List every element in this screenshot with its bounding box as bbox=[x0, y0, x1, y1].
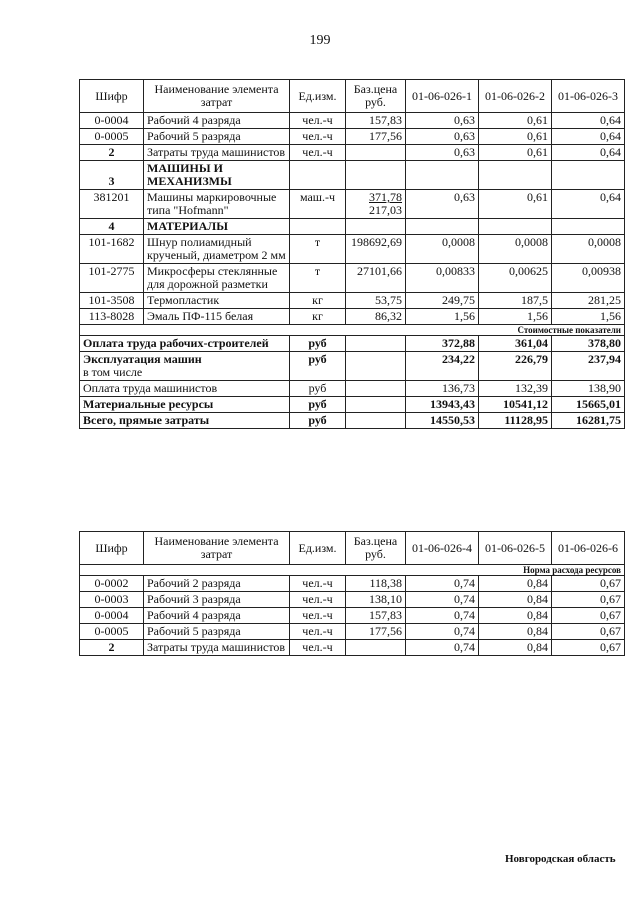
empty-cell bbox=[346, 161, 406, 190]
price-secondary: 217,03 bbox=[369, 203, 402, 217]
summary-row bbox=[80, 352, 625, 381]
code-cell: 0-0005 bbox=[80, 624, 144, 640]
value-cell: 0,84 bbox=[479, 608, 552, 624]
value-cell: 0,84 bbox=[479, 624, 552, 640]
empty-cell bbox=[552, 219, 625, 235]
price-cell: 118,38 bbox=[346, 576, 406, 592]
column-header: Наименование элемента затрат bbox=[144, 80, 290, 113]
summary-unit: руб bbox=[290, 381, 346, 397]
column-header: Шифр bbox=[80, 532, 144, 565]
summary-unit: руб bbox=[290, 336, 346, 352]
table-row bbox=[80, 624, 625, 640]
summary-value: 13943,43 bbox=[406, 397, 479, 413]
empty-cell bbox=[346, 413, 406, 429]
code-cell: 2 bbox=[80, 640, 144, 656]
table-row bbox=[80, 113, 625, 129]
caption-row bbox=[80, 325, 625, 336]
empty-cell bbox=[290, 219, 346, 235]
unit-cell: чел.-ч bbox=[290, 640, 346, 656]
unit-cell: чел.-ч bbox=[290, 129, 346, 145]
summary-value: 237,94 bbox=[552, 352, 625, 381]
value-cell: 0,63 bbox=[406, 129, 479, 145]
value-cell: 0,74 bbox=[406, 576, 479, 592]
table-row bbox=[80, 576, 625, 592]
resource-table-2 bbox=[79, 531, 625, 656]
table-row bbox=[80, 592, 625, 608]
name-cell: Рабочий 4 разряда bbox=[144, 113, 290, 129]
name-cell: Рабочий 5 разряда bbox=[144, 129, 290, 145]
summary-unit: руб bbox=[290, 352, 346, 381]
column-header: 01-06-026-2 bbox=[479, 80, 552, 113]
empty-cell bbox=[346, 397, 406, 413]
price-cell: 27101,66 bbox=[346, 264, 406, 293]
summary-value: 138,90 bbox=[552, 381, 625, 397]
code-cell: 0-0004 bbox=[80, 113, 144, 129]
code-cell: 113-8028 bbox=[80, 309, 144, 325]
table-row bbox=[80, 190, 625, 219]
price-cell bbox=[346, 145, 406, 161]
column-header: 01-06-026-1 bbox=[406, 80, 479, 113]
code-cell: 0-0002 bbox=[80, 576, 144, 592]
summary-value: 16281,75 bbox=[552, 413, 625, 429]
unit-cell: чел.-ч bbox=[290, 624, 346, 640]
column-header: Баз.цена руб. bbox=[346, 532, 406, 565]
column-header: 01-06-026-4 bbox=[406, 532, 479, 565]
unit-cell: маш.-ч bbox=[290, 190, 346, 219]
unit-cell: чел.-ч bbox=[290, 113, 346, 129]
empty-cell bbox=[406, 161, 479, 190]
summary-unit: руб bbox=[290, 413, 346, 429]
code-cell: 2 bbox=[80, 145, 144, 161]
value-cell: 0,64 bbox=[552, 190, 625, 219]
code-cell: 0-0004 bbox=[80, 608, 144, 624]
summary-row bbox=[80, 381, 625, 397]
value-cell: 0,00938 bbox=[552, 264, 625, 293]
value-cell: 0,84 bbox=[479, 576, 552, 592]
code-cell: 0-0003 bbox=[80, 592, 144, 608]
value-cell: 0,84 bbox=[479, 592, 552, 608]
summary-value: 15665,01 bbox=[552, 397, 625, 413]
column-header: Ед.изм. bbox=[290, 532, 346, 565]
empty-cell bbox=[346, 381, 406, 397]
section-row bbox=[80, 219, 625, 235]
unit-cell: чел.-ч bbox=[290, 608, 346, 624]
table-header-row bbox=[80, 532, 625, 565]
column-header: Баз.цена руб. bbox=[346, 80, 406, 113]
summary-value: 14550,53 bbox=[406, 413, 479, 429]
price-cell: 86,32 bbox=[346, 309, 406, 325]
empty-cell bbox=[346, 352, 406, 381]
page-number: 199 bbox=[309, 33, 331, 48]
name-cell: Микросферы стеклянные для дорожной разметки bbox=[144, 264, 290, 293]
summary-row bbox=[80, 336, 625, 352]
code-cell: 381201 bbox=[80, 190, 144, 219]
empty-cell bbox=[552, 161, 625, 190]
value-cell: 0,84 bbox=[479, 640, 552, 656]
summary-value: 136,73 bbox=[406, 381, 479, 397]
value-cell: 1,56 bbox=[479, 309, 552, 325]
value-cell: 0,63 bbox=[406, 190, 479, 219]
summary-unit: руб bbox=[290, 397, 346, 413]
summary-value: 132,39 bbox=[479, 381, 552, 397]
empty-cell bbox=[406, 219, 479, 235]
column-header: Ед.изм. bbox=[290, 80, 346, 113]
summary-value: 226,79 bbox=[479, 352, 552, 381]
column-header: 01-06-026-6 bbox=[552, 532, 625, 565]
code-cell: 101-3508 bbox=[80, 293, 144, 309]
table-row bbox=[80, 640, 625, 656]
value-cell: 0,00625 bbox=[479, 264, 552, 293]
value-cell: 0,0008 bbox=[552, 235, 625, 264]
value-cell: 0,63 bbox=[406, 145, 479, 161]
name-cell: Рабочий 2 разряда bbox=[144, 576, 290, 592]
value-cell: 1,56 bbox=[552, 309, 625, 325]
code-cell: 101-2775 bbox=[80, 264, 144, 293]
table-row bbox=[80, 309, 625, 325]
table-row bbox=[80, 608, 625, 624]
footer-region: Новгородская область bbox=[505, 853, 616, 865]
unit-cell: кг bbox=[290, 293, 346, 309]
summary-row bbox=[80, 397, 625, 413]
column-header: 01-06-026-3 bbox=[552, 80, 625, 113]
unit-cell: чел.-ч bbox=[290, 592, 346, 608]
name-cell: Шнур полиамидный крученый, диаметром 2 мм bbox=[144, 235, 290, 264]
value-cell: 0,64 bbox=[552, 145, 625, 161]
column-header: Шифр bbox=[80, 80, 144, 113]
name-cell: Затраты труда машинистов bbox=[144, 145, 290, 161]
summary-value: 10541,12 bbox=[479, 397, 552, 413]
empty-cell bbox=[290, 161, 346, 190]
value-cell: 0,63 bbox=[406, 113, 479, 129]
value-cell: 249,75 bbox=[406, 293, 479, 309]
price-primary: 371,78 bbox=[369, 190, 402, 204]
table-row bbox=[80, 264, 625, 293]
name-cell: Рабочий 5 разряда bbox=[144, 624, 290, 640]
norm-caption: Норма расхода ресурсов bbox=[80, 565, 625, 576]
unit-cell: т bbox=[290, 235, 346, 264]
summary-value: 361,04 bbox=[479, 336, 552, 352]
resource-table-1 bbox=[79, 79, 625, 429]
unit-cell: чел.-ч bbox=[290, 576, 346, 592]
table-row bbox=[80, 293, 625, 309]
price-cell: 53,75 bbox=[346, 293, 406, 309]
value-cell: 0,67 bbox=[552, 576, 625, 592]
value-cell: 0,67 bbox=[552, 640, 625, 656]
value-cell: 0,74 bbox=[406, 640, 479, 656]
code-cell: 0-0005 bbox=[80, 129, 144, 145]
value-cell: 0,67 bbox=[552, 624, 625, 640]
value-cell: 281,25 bbox=[552, 293, 625, 309]
name-cell: Рабочий 4 разряда bbox=[144, 608, 290, 624]
value-cell: 0,74 bbox=[406, 608, 479, 624]
unit-cell: чел.-ч bbox=[290, 145, 346, 161]
name-cell: Термопластик bbox=[144, 293, 290, 309]
summary-label-cell bbox=[80, 352, 290, 381]
value-cell: 0,61 bbox=[479, 129, 552, 145]
price-cell bbox=[346, 190, 406, 219]
summary-value: 234,22 bbox=[406, 352, 479, 381]
table-row bbox=[80, 145, 625, 161]
value-cell: 0,61 bbox=[479, 113, 552, 129]
column-header: Наименование элемента затрат bbox=[144, 532, 290, 565]
caption-row bbox=[80, 565, 625, 576]
summary-label: Эксплуатация машин bbox=[83, 352, 202, 366]
section-row bbox=[80, 161, 625, 190]
value-cell: 1,56 bbox=[406, 309, 479, 325]
value-cell: 0,67 bbox=[552, 608, 625, 624]
price-cell: 177,56 bbox=[346, 624, 406, 640]
unit-cell: т bbox=[290, 264, 346, 293]
value-cell: 0,0008 bbox=[479, 235, 552, 264]
summary-label: Всего, прямые затраты bbox=[80, 413, 290, 429]
column-header: 01-06-026-5 bbox=[479, 532, 552, 565]
name-cell: Эмаль ПФ-115 белая bbox=[144, 309, 290, 325]
empty-cell bbox=[346, 336, 406, 352]
name-cell: Рабочий 3 разряда bbox=[144, 592, 290, 608]
summary-row bbox=[80, 413, 625, 429]
section-title: МАШИНЫ И МЕХАНИЗМЫ bbox=[144, 161, 290, 190]
value-cell: 0,61 bbox=[479, 190, 552, 219]
value-cell: 0,0008 bbox=[406, 235, 479, 264]
price-cell bbox=[346, 640, 406, 656]
section-code: 4 bbox=[80, 219, 144, 235]
summary-sublabel: в том числе bbox=[83, 365, 143, 379]
cost-indicators-caption: Стоимостные показатели bbox=[80, 325, 625, 336]
price-cell: 138,10 bbox=[346, 592, 406, 608]
value-cell: 0,61 bbox=[479, 145, 552, 161]
price-cell: 177,56 bbox=[346, 129, 406, 145]
section-title: МАТЕРИАЛЫ bbox=[144, 219, 290, 235]
price-cell: 157,83 bbox=[346, 608, 406, 624]
summary-value: 372,88 bbox=[406, 336, 479, 352]
code-cell: 101-1682 bbox=[80, 235, 144, 264]
value-cell: 0,67 bbox=[552, 592, 625, 608]
summary-label: Материальные ресурсы bbox=[80, 397, 290, 413]
section-code: 3 bbox=[80, 161, 144, 190]
price-cell: 198692,69 bbox=[346, 235, 406, 264]
name-cell: Машины маркировочные типа "Hofmann" bbox=[144, 190, 290, 219]
table-header-row bbox=[80, 80, 625, 113]
price-cell: 157,83 bbox=[346, 113, 406, 129]
table-row bbox=[80, 129, 625, 145]
table-row bbox=[80, 235, 625, 264]
empty-cell bbox=[479, 219, 552, 235]
unit-cell: кг bbox=[290, 309, 346, 325]
summary-label: Оплата труда рабочих-строителей bbox=[80, 336, 290, 352]
value-cell: 0,74 bbox=[406, 624, 479, 640]
empty-cell bbox=[479, 161, 552, 190]
value-cell: 0,74 bbox=[406, 592, 479, 608]
value-cell: 0,64 bbox=[552, 129, 625, 145]
empty-cell bbox=[346, 219, 406, 235]
value-cell: 0,00833 bbox=[406, 264, 479, 293]
summary-label: Оплата труда машинистов bbox=[80, 381, 290, 397]
summary-value: 11128,95 bbox=[479, 413, 552, 429]
summary-value: 378,80 bbox=[552, 336, 625, 352]
value-cell: 187,5 bbox=[479, 293, 552, 309]
value-cell: 0,64 bbox=[552, 113, 625, 129]
name-cell: Затраты труда машинистов bbox=[144, 640, 290, 656]
